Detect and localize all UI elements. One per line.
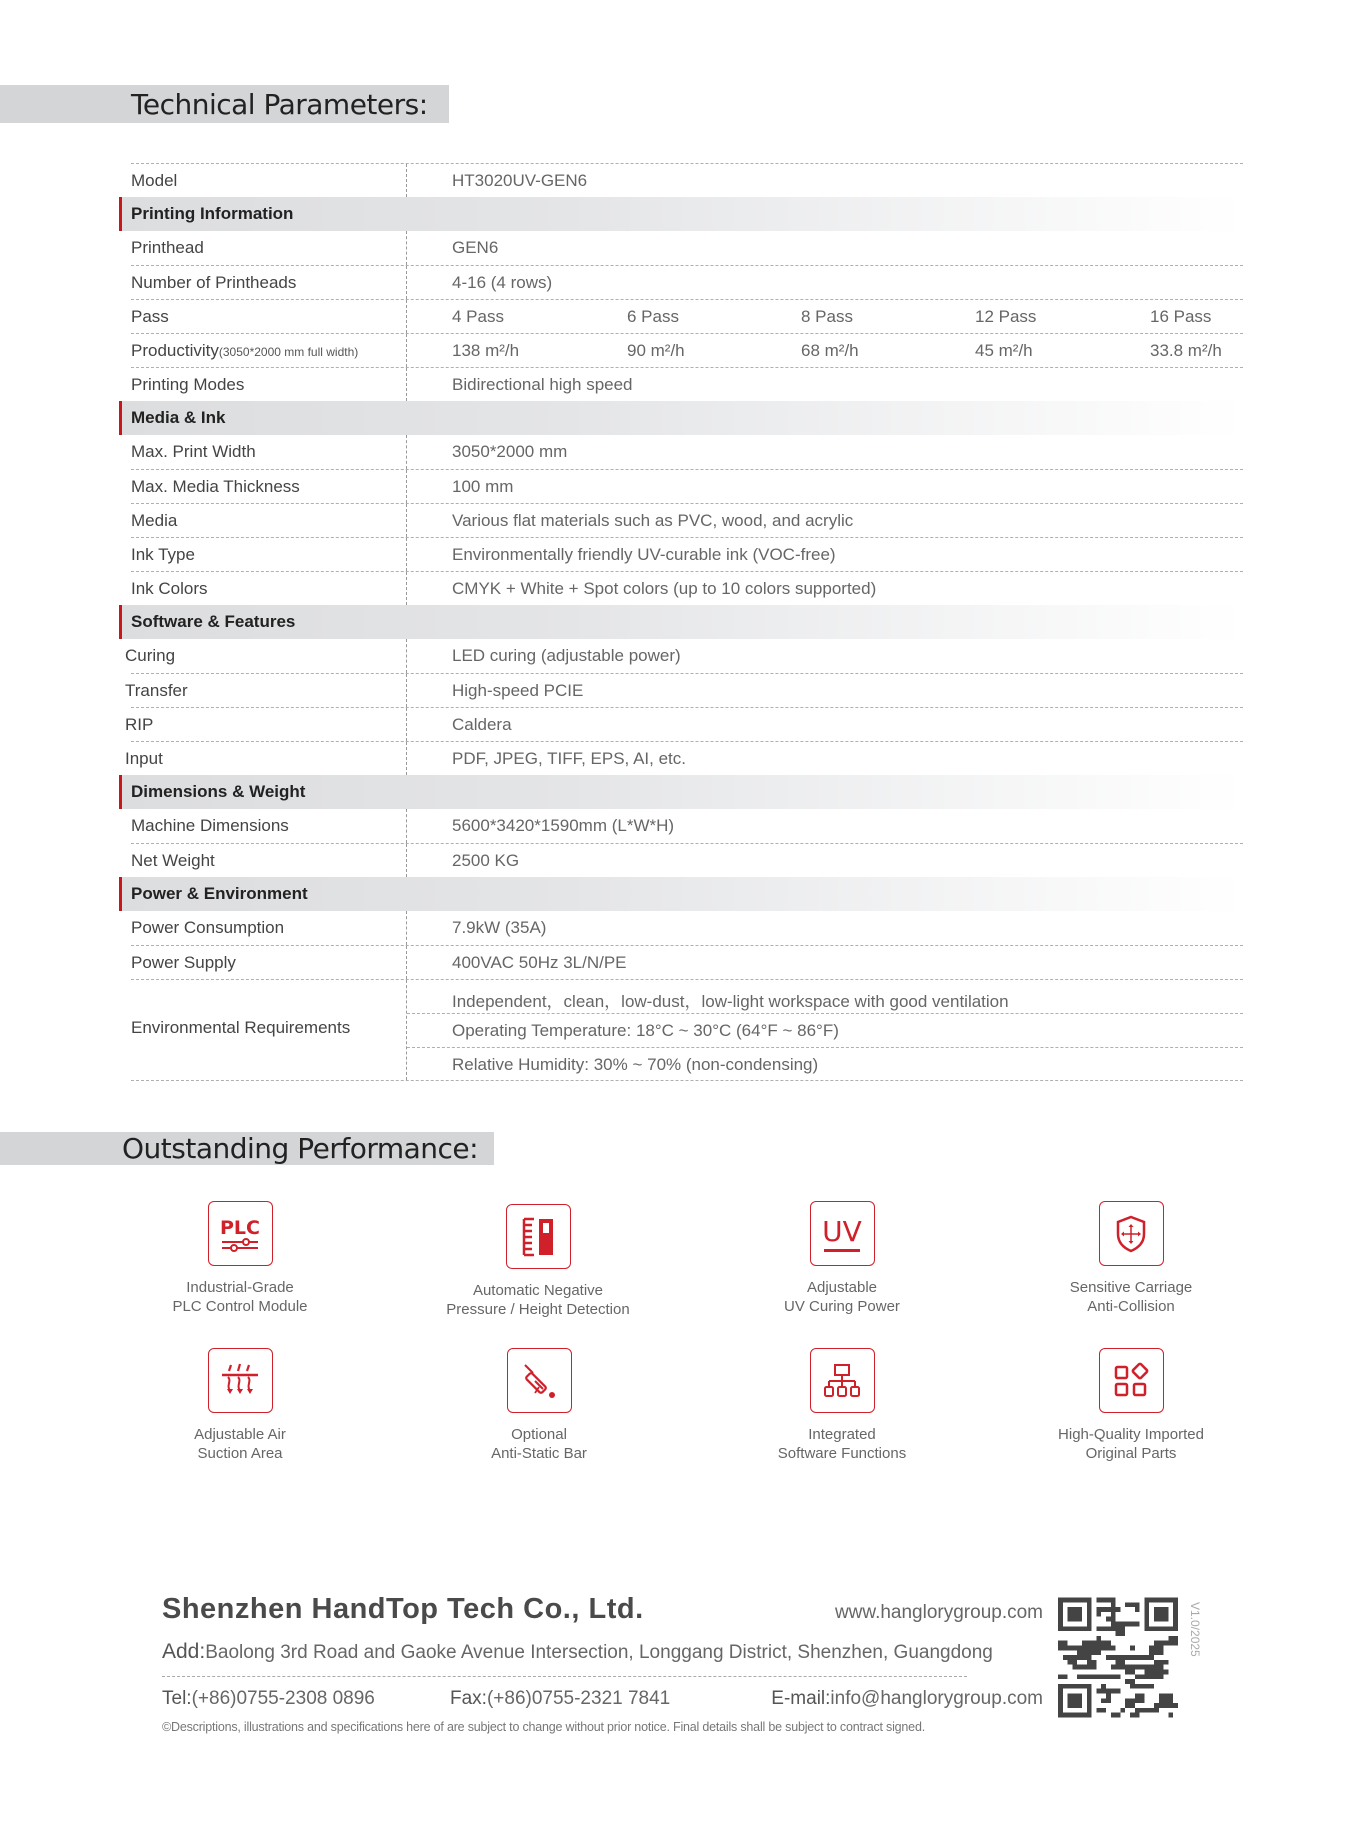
section-header-label: Media & Ink	[131, 408, 226, 427]
section-header-printing	[119, 197, 1243, 231]
pressure-gauge-icon	[506, 1204, 571, 1269]
uv-icon	[810, 1201, 875, 1266]
row-value: Various flat materials such as PVC, wood, and acrylic	[452, 511, 854, 530]
row-value: 3050*2000 mm	[452, 442, 568, 461]
feature-label-line2: Anti-Collision	[1087, 1298, 1175, 1315]
row-value: 5600*3420*1590mm (L*W*H)	[452, 816, 675, 835]
feature-label-line1: Optional	[511, 1426, 567, 1443]
accent-bar	[119, 775, 122, 809]
table-row	[131, 367, 1243, 401]
section-header-dimensions	[119, 775, 1243, 809]
website-link[interactable]: www.hanglorygroup.com	[834, 1602, 1043, 1623]
row-value: 400VAC 50Hz 3L/N/PE	[452, 953, 627, 972]
table-row-productivity	[131, 333, 1243, 367]
section-header-software	[119, 605, 1243, 639]
productivity-note: (3050*2000 mm full width)	[218, 345, 359, 359]
feature-item	[120, 1348, 360, 1463]
table-row	[131, 469, 1243, 503]
table-row	[125, 639, 1243, 673]
feature-label-line2: PLC Control Module	[172, 1298, 308, 1315]
section-header-label: Dimensions & Weight	[131, 782, 306, 801]
row-label: Model	[131, 171, 178, 190]
qr-code-icon	[1058, 1597, 1178, 1718]
feature-label-line1: Automatic Negative	[472, 1282, 604, 1299]
section-header-media	[119, 401, 1243, 435]
feature-item	[722, 1348, 962, 1463]
section-header-label: Power & Environment	[131, 884, 308, 903]
row-label: Productivity(3050*2000 mm full width)	[131, 341, 359, 360]
feature-label-line2: Anti-Static Bar	[491, 1445, 587, 1462]
row-value: GEN6	[452, 238, 499, 257]
outstanding-performance-banner	[0, 1132, 494, 1165]
table-row	[131, 265, 1243, 299]
company-name: Shenzhen HandTop Tech Co., Ltd.	[162, 1593, 644, 1625]
row-label: Input	[125, 749, 163, 768]
row-label: Ink Colors	[131, 579, 208, 598]
productivity-cell: 90 m²/h	[627, 341, 685, 360]
table-row	[125, 707, 1243, 741]
email-link[interactable]: info@hanglorygroup.com	[830, 1688, 1043, 1709]
divider	[162, 1676, 967, 1677]
svg-text:UV: UV	[822, 1214, 862, 1248]
svg-text:PLC: PLC	[220, 1216, 260, 1239]
accent-bar	[119, 197, 122, 231]
row-label: Net Weight	[131, 851, 215, 870]
row-label: Max. Print Width	[131, 442, 256, 461]
feature-label-line2: Pressure / Height Detection	[446, 1301, 630, 1318]
row-label: Power Consumption	[131, 918, 285, 937]
table-row	[131, 843, 1243, 877]
disclaimer: ©Descriptions, illustrations and specifications here of are subject to change without prior notice. Final details shall be subject to contract signed.	[162, 1720, 925, 1734]
productivity-cell: 68 m²/h	[801, 341, 859, 360]
table-row	[125, 741, 1243, 775]
address-value: Baolong 3rd Road and Gaoke Avenue Intersection, Longgang District, Shenzhen, Guangdong	[205, 1642, 993, 1663]
feature-label-line1: High-Quality Imported	[1058, 1426, 1204, 1443]
feature-label-line1: Sensitive Carriage	[1069, 1279, 1193, 1296]
table-row-pass	[131, 299, 1243, 333]
table-row	[131, 435, 1243, 469]
table-row	[131, 503, 1243, 537]
row-label: Printing Modes	[131, 375, 245, 394]
address	[162, 1640, 993, 1664]
feature-item	[120, 1201, 360, 1316]
row-value: LED curing (adjustable power)	[452, 646, 681, 665]
table-row	[131, 809, 1243, 843]
row-value: High-speed PCIE	[452, 681, 584, 700]
row-value: PDF, JPEG, TIFF, EPS, AI, etc.	[452, 749, 686, 768]
feature-label-line1: Integrated	[808, 1426, 876, 1443]
accent-bar	[119, 401, 122, 435]
technical-parameters-banner	[0, 85, 449, 123]
feature-item	[418, 1204, 658, 1319]
row-value: CMYK + White + Spot colors (up to 10 colors supported)	[452, 579, 877, 598]
feature-item	[1011, 1348, 1251, 1463]
row-value: Relative Humidity: 30% ~ 70% (non-condensing)	[452, 1055, 819, 1074]
feature-label-line2: Software Functions	[777, 1445, 907, 1462]
row-label: Media	[131, 511, 178, 530]
section-header-power	[119, 877, 1243, 911]
parts-grid-icon	[1099, 1348, 1164, 1413]
environment-subrow	[407, 1048, 1243, 1082]
table-row	[131, 911, 1243, 945]
pass-cell: 8 Pass	[801, 307, 853, 326]
accent-bar	[119, 877, 122, 911]
environment-subrow	[407, 980, 1243, 1014]
spec-table	[125, 163, 1243, 1081]
email: E-mail:info@hanglorygroup.com	[771, 1688, 1043, 1709]
address-key: Add:	[162, 1640, 206, 1663]
row-value: Bidirectional high speed	[452, 375, 633, 394]
row-label: Printhead	[131, 238, 204, 257]
row-value: 4-16 (4 rows)	[452, 273, 553, 292]
accent-bar	[119, 605, 122, 639]
table-row	[131, 537, 1243, 571]
feature-label-line2: Suction Area	[197, 1445, 283, 1462]
pass-cell: 6 Pass	[627, 307, 679, 326]
row-value: Independent，clean，low-dust，low-light workspace with good ventilation	[452, 992, 1009, 1011]
table-row	[131, 571, 1243, 605]
fax: Fax:(+86)0755-2321 7841	[450, 1688, 671, 1709]
productivity-cell: 33.8 m²/h	[1150, 341, 1222, 360]
row-value: 7.9kW (35A)	[452, 918, 547, 937]
row-label: Machine Dimensions	[131, 816, 289, 835]
pass-cell: 4 Pass	[452, 307, 504, 326]
pass-cell: 16 Pass	[1150, 307, 1212, 326]
row-label: Transfer	[125, 681, 188, 700]
table-row-environment	[131, 979, 1243, 1081]
feature-item	[419, 1348, 659, 1463]
row-label: RIP	[125, 715, 154, 734]
feature-label-line2: UV Curing Power	[784, 1298, 900, 1315]
row-label: Power Supply	[131, 953, 236, 972]
air-suction-icon	[208, 1348, 273, 1413]
plc-icon	[208, 1201, 273, 1266]
feature-label-line1: Industrial-Grade	[186, 1279, 294, 1296]
feature-item	[1011, 1201, 1251, 1316]
productivity-cell: 45 m²/h	[975, 341, 1033, 360]
section-header-label: Printing Information	[131, 204, 294, 223]
hierarchy-icon	[810, 1348, 875, 1413]
feature-item	[722, 1201, 962, 1316]
row-value: 2500 KG	[452, 851, 520, 870]
telephone-value: (+86)0755-2308 0896	[191, 1688, 375, 1709]
row-label: Curing	[125, 646, 176, 665]
row-label: Environmental Requirements	[131, 1018, 351, 1037]
anti-static-bar-icon	[507, 1348, 572, 1413]
section-header-label: Software & Features	[131, 612, 296, 631]
row-label: Number of Printheads	[131, 273, 297, 292]
feature-label-line2: Original Parts	[1085, 1445, 1177, 1462]
outstanding-performance-title: Outstanding Performance:	[122, 1132, 479, 1165]
row-label: Max. Media Thickness	[131, 477, 300, 496]
fax-value: (+86)0755-2321 7841	[486, 1688, 671, 1709]
telephone: Tel:(+86)0755-2308 0896	[162, 1688, 375, 1709]
version-label: V1.0/2025	[1188, 1602, 1202, 1657]
environment-subrow	[407, 1014, 1243, 1048]
row-value: Caldera	[452, 715, 512, 734]
row-value: HT3020UV-GEN6	[452, 171, 588, 190]
pass-cell: 12 Pass	[975, 307, 1037, 326]
feature-label-line1: Adjustable Air	[194, 1426, 286, 1443]
row-label: Pass	[131, 307, 169, 326]
row-value: Operating Temperature: 18°C ~ 30°C (64°F ~ 86°F)	[452, 1021, 839, 1040]
technical-parameters-title: Technical Parameters:	[131, 88, 428, 121]
feature-label-line1: Adjustable	[806, 1279, 878, 1296]
table-row	[131, 945, 1243, 979]
row-label: Ink Type	[131, 545, 195, 564]
row-value: Environmentally friendly UV-curable ink (VOC-free)	[452, 545, 836, 564]
shield-icon	[1099, 1201, 1164, 1266]
table-row	[125, 673, 1243, 707]
table-row	[131, 231, 1243, 265]
row-value: 100 mm	[452, 477, 514, 496]
productivity-cell: 138 m²/h	[452, 341, 520, 360]
table-row	[131, 163, 1243, 197]
